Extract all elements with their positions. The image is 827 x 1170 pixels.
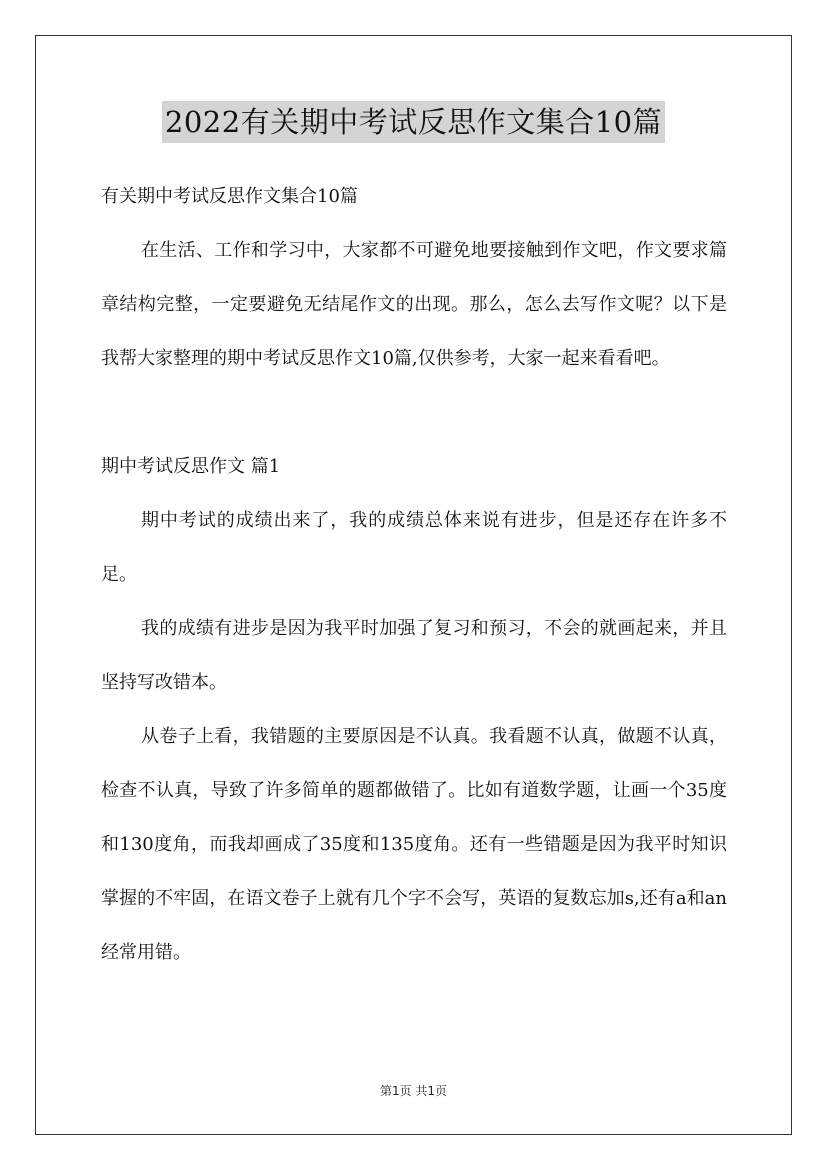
section-heading: 期中考试反思作文 篇1 [101, 456, 281, 477]
subtitle-paragraph: 有关期中考试反思作文集合10篇 [101, 186, 358, 207]
document-title-text: 2022有关期中考试反思作文集合10篇 [162, 101, 665, 143]
document-title [0, 101, 827, 143]
paragraph-spacer [101, 386, 727, 440]
document-body [101, 170, 727, 980]
page-footer: 第1页 共1页 [379, 1084, 448, 1098]
body-paragraph-3: 从卷子上看，我错题的主要原因是不认真。我看题不认真，做题不认真，检查不认真，导致了许多简单的题都做错了。比如有道数学题，让画一个35度和130度角，而我却画成了35度和135度角。还有一些错题是因为我平时知识掌握的不牢固，在语文卷子上就有几个字不会写，英语的复数忘加s,还有a和an经常用错。 [101, 726, 727, 963]
body-paragraph-2: 我的成绩有进步是因为我平时加强了复习和预习，不会的就画起来，并且坚持写改错本。 [101, 618, 727, 693]
body-paragraph-1: 期中考试的成绩出来了，我的成绩总体来说有进步，但是还存在许多不足。 [101, 510, 727, 585]
intro-paragraph: 在生活、工作和学习中，大家都不可避免地要接触到作文吧，作文要求篇章结构完整，一定要避免无结尾作文的出现。那么，怎么去写作文呢？以下是我帮大家整理的期中考试反思作文10篇,仅供参考，大家一起来看看吧。 [101, 240, 727, 369]
